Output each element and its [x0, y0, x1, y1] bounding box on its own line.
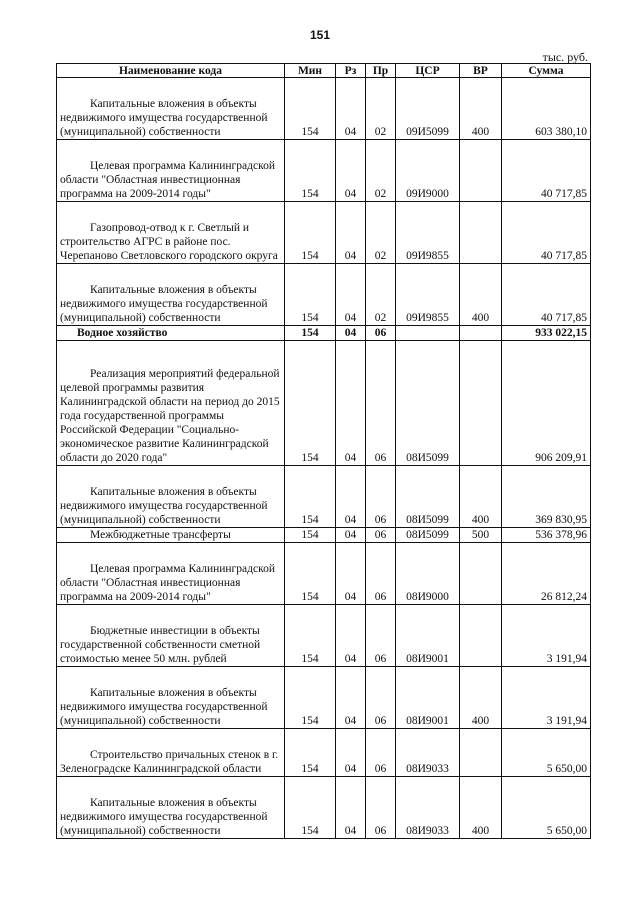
- cell-sum: 3 191,94: [502, 605, 591, 667]
- cell-csr: 09И9855: [396, 264, 460, 326]
- cell-pr: 06: [366, 729, 396, 777]
- cell-name: Газопровод-отвод к г. Светлый и строительство АГРС в районе пос. Черепаново Светловского городского округа: [57, 202, 285, 264]
- table-row: [57, 777, 591, 839]
- cell-pr: 06: [366, 777, 396, 839]
- table-row: [57, 729, 591, 777]
- cell-csr: 08И5099: [396, 528, 460, 543]
- cell-name: Капитальные вложения в объекты недвижимого имущества государственной (муниципальной) собственности: [57, 78, 285, 140]
- cell-csr: [396, 326, 460, 341]
- cell-sum: 603 380,10: [502, 78, 591, 140]
- table-header-row: [57, 64, 591, 78]
- cell-name: Строительство причальных стенок в г. Зеленоградске Калининградской области: [57, 729, 285, 777]
- table-row: [57, 202, 591, 264]
- cell-min: 154: [285, 777, 336, 839]
- cell-min: 154: [285, 140, 336, 202]
- cell-vr: 400: [460, 78, 502, 140]
- cell-pr: 02: [366, 264, 396, 326]
- budget-table: [56, 63, 591, 839]
- header-min: Мин: [285, 64, 336, 78]
- cell-rz: 04: [336, 667, 366, 729]
- table-row: [57, 466, 591, 528]
- table-row: [57, 605, 591, 667]
- cell-vr: [460, 202, 502, 264]
- cell-csr: 08И9000: [396, 543, 460, 605]
- cell-rz: 04: [336, 326, 366, 341]
- cell-sum: 26 812,24: [502, 543, 591, 605]
- cell-name: Бюджетные инвестиции в объекты государственной собственности сметной стоимостью менее 50 млн. рублей: [57, 605, 285, 667]
- cell-csr: 08И9033: [396, 729, 460, 777]
- cell-name: Капитальные вложения в объекты недвижимого имущества государственной (муниципальной) собственности: [57, 466, 285, 528]
- header-vr: ВР: [460, 64, 502, 78]
- cell-min: 154: [285, 326, 336, 341]
- table-row: [57, 543, 591, 605]
- cell-vr: 400: [460, 777, 502, 839]
- cell-vr: 500: [460, 528, 502, 543]
- cell-pr: 06: [366, 605, 396, 667]
- cell-min: 154: [285, 667, 336, 729]
- cell-name: Водное хозяйство: [57, 326, 285, 341]
- cell-name: Целевая программа Калининградской области "Областная инвестиционная программа на 2009-2014 годы": [57, 543, 285, 605]
- header-sum: Сумма: [502, 64, 591, 78]
- header-rz: Рз: [336, 64, 366, 78]
- cell-csr: 09И9000: [396, 140, 460, 202]
- table-row: [57, 528, 591, 543]
- cell-min: 154: [285, 78, 336, 140]
- table-row: [57, 326, 591, 341]
- cell-sum: 369 830,95: [502, 466, 591, 528]
- cell-rz: 04: [336, 140, 366, 202]
- cell-min: 154: [285, 543, 336, 605]
- cell-min: 154: [285, 528, 336, 543]
- cell-sum: 5 650,00: [502, 729, 591, 777]
- cell-csr: 09И9855: [396, 202, 460, 264]
- cell-sum: 3 191,94: [502, 667, 591, 729]
- cell-rz: 04: [336, 543, 366, 605]
- cell-sum: 536 378,96: [502, 528, 591, 543]
- cell-pr: 02: [366, 140, 396, 202]
- cell-name: Реализация мероприятий федеральной целевой программы развития Калининградской области на период до 2015 года государственной программы Российской Федерации "Социально-экономическое развитие Калининградской области до 2020 года": [57, 341, 285, 466]
- units-label: тыс. руб.: [542, 50, 588, 64]
- cell-min: 154: [285, 729, 336, 777]
- header-csr: ЦСР: [396, 64, 460, 78]
- cell-pr: 06: [366, 326, 396, 341]
- cell-name: Межбюджетные трансферты: [57, 528, 285, 543]
- table-row: [57, 341, 591, 466]
- cell-pr: 06: [366, 466, 396, 528]
- cell-pr: 06: [366, 667, 396, 729]
- cell-csr: 08И9001: [396, 667, 460, 729]
- cell-rz: 04: [336, 78, 366, 140]
- cell-name: Капитальные вложения в объекты недвижимого имущества государственной (муниципальной) собственности: [57, 264, 285, 326]
- cell-sum: 5 650,00: [502, 777, 591, 839]
- cell-rz: 04: [336, 729, 366, 777]
- cell-rz: 04: [336, 605, 366, 667]
- cell-vr: [460, 605, 502, 667]
- cell-vr: [460, 341, 502, 466]
- cell-rz: 04: [336, 777, 366, 839]
- cell-rz: 04: [336, 341, 366, 466]
- cell-min: 154: [285, 202, 336, 264]
- cell-vr: [460, 326, 502, 341]
- cell-rz: 04: [336, 264, 366, 326]
- cell-name: Капитальные вложения в объекты недвижимого имущества государственной (муниципальной) собственности: [57, 667, 285, 729]
- cell-sum: 40 717,85: [502, 264, 591, 326]
- cell-pr: 06: [366, 543, 396, 605]
- cell-vr: 400: [460, 667, 502, 729]
- table-row: [57, 264, 591, 326]
- cell-vr: [460, 140, 502, 202]
- table-row: [57, 78, 591, 140]
- cell-pr: 06: [366, 528, 396, 543]
- cell-name: Капитальные вложения в объекты недвижимого имущества государственной (муниципальной) собственности: [57, 777, 285, 839]
- cell-rz: 04: [336, 466, 366, 528]
- page-number: 151: [309, 28, 331, 42]
- cell-min: 154: [285, 605, 336, 667]
- header-pr: Пр: [366, 64, 396, 78]
- cell-vr: [460, 729, 502, 777]
- cell-min: 154: [285, 341, 336, 466]
- cell-rz: 04: [336, 202, 366, 264]
- cell-sum: 906 209,91: [502, 341, 591, 466]
- table-row: [57, 667, 591, 729]
- cell-vr: 400: [460, 264, 502, 326]
- cell-pr: 06: [366, 341, 396, 466]
- cell-sum: 40 717,85: [502, 202, 591, 264]
- cell-min: 154: [285, 466, 336, 528]
- header-name: Наименование кода: [57, 64, 285, 78]
- cell-csr: 08И5099: [396, 466, 460, 528]
- cell-csr: 08И9001: [396, 605, 460, 667]
- cell-csr: 08И5099: [396, 341, 460, 466]
- cell-vr: 400: [460, 466, 502, 528]
- cell-csr: 09И5099: [396, 78, 460, 140]
- cell-vr: [460, 543, 502, 605]
- cell-rz: 04: [336, 528, 366, 543]
- cell-sum: 40 717,85: [502, 140, 591, 202]
- cell-min: 154: [285, 264, 336, 326]
- table-row: [57, 140, 591, 202]
- cell-pr: 02: [366, 202, 396, 264]
- cell-name: Целевая программа Калининградской области "Областная инвестиционная программа на 2009-2014 годы": [57, 140, 285, 202]
- cell-sum: 933 022,15: [502, 326, 591, 341]
- cell-pr: 02: [366, 78, 396, 140]
- cell-csr: 08И9033: [396, 777, 460, 839]
